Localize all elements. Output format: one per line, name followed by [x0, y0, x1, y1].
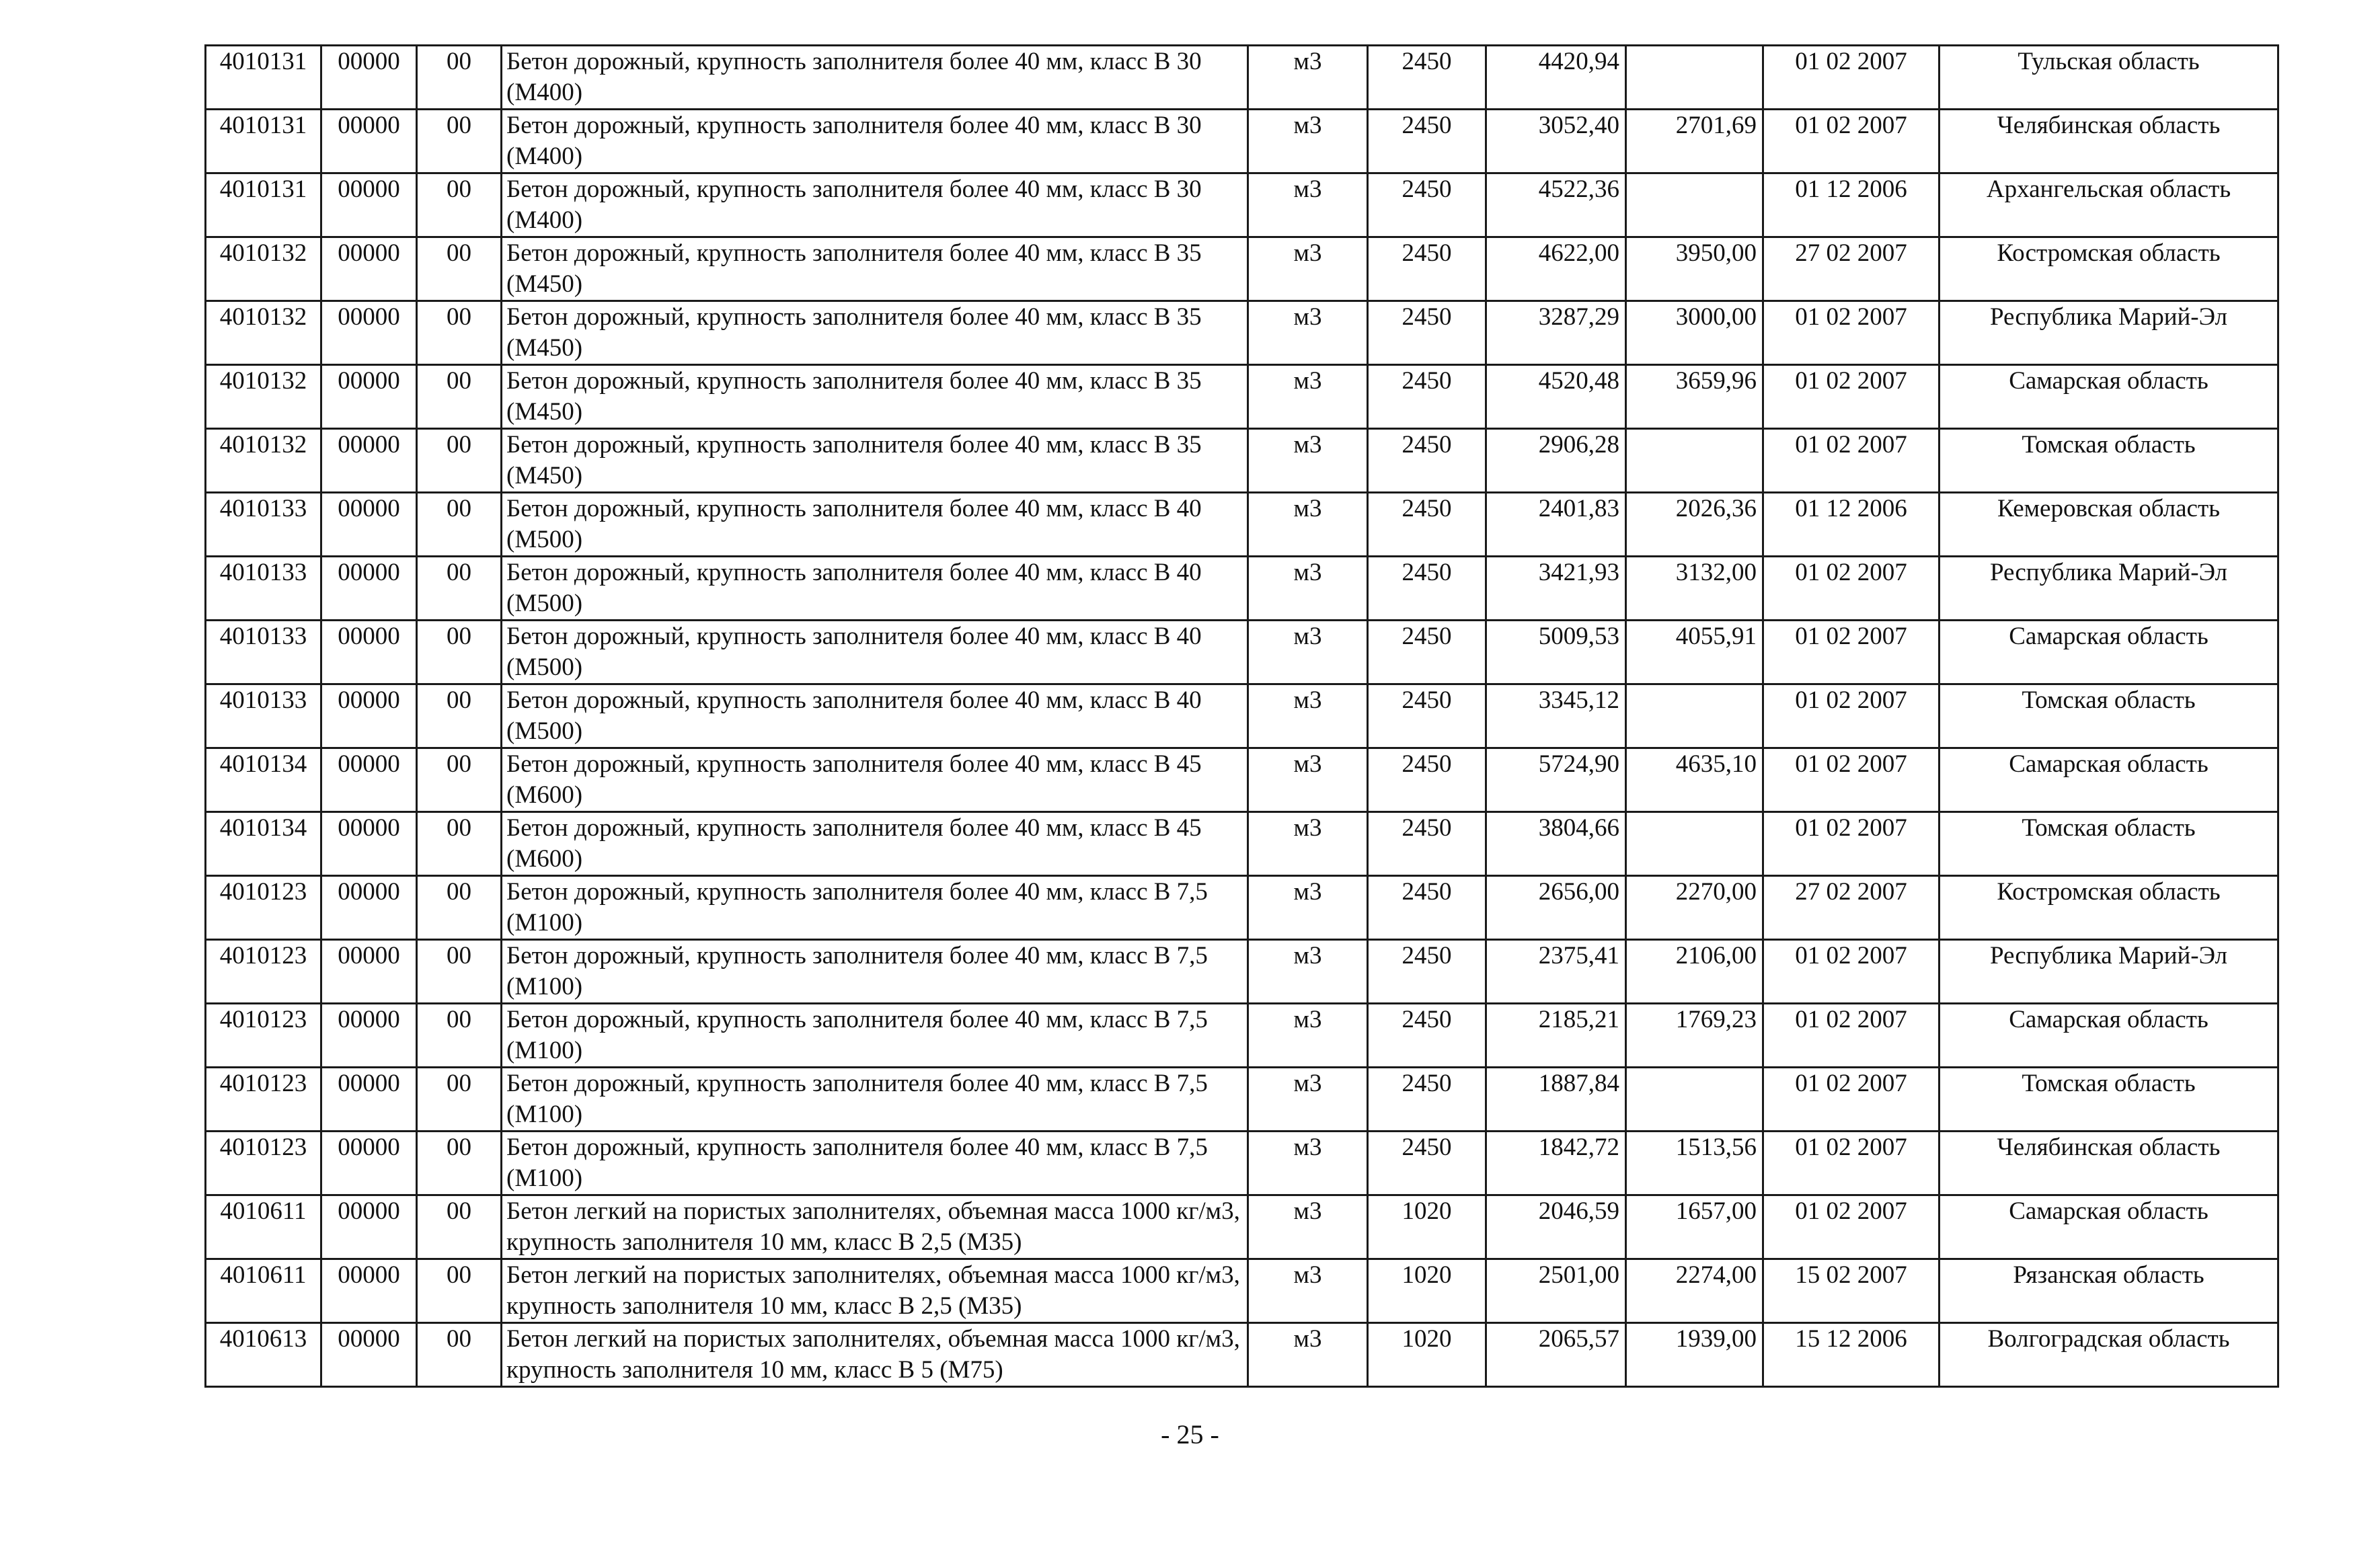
cell-unit: м3 — [1248, 621, 1368, 684]
cell-version: 00 — [417, 110, 502, 173]
cell-price: 5009,53 — [1486, 621, 1626, 684]
cell-code: 4010131 — [206, 46, 321, 110]
cell-price: 3052,40 — [1486, 110, 1626, 173]
cell-code: 4010131 — [206, 110, 321, 173]
cell-region: Костромская область — [1940, 876, 2278, 940]
table-row — [206, 1323, 2278, 1387]
cell-mass: 2450 — [1368, 110, 1486, 173]
cell-region: Томская область — [1940, 812, 2278, 876]
cell-mass: 2450 — [1368, 1132, 1486, 1195]
table-row — [206, 748, 2278, 812]
cell-mass: 2450 — [1368, 46, 1486, 110]
cell-price-alt: 3659,96 — [1626, 365, 1763, 429]
cell-material-name: Бетон дорожный, крупность заполнителя более 40 мм, класс В 30 (М400) — [502, 110, 1248, 173]
cell-code: 4010133 — [206, 621, 321, 684]
cell-unit: м3 — [1248, 365, 1368, 429]
cell-version: 00 — [417, 493, 502, 557]
cell-subcode: 00000 — [321, 1323, 417, 1387]
cell-version: 00 — [417, 1132, 502, 1195]
cell-unit: м3 — [1248, 1132, 1368, 1195]
cell-mass: 1020 — [1368, 1195, 1486, 1259]
cell-mass: 2450 — [1368, 748, 1486, 812]
table-row — [206, 557, 2278, 621]
cell-price: 2185,21 — [1486, 1004, 1626, 1068]
cell-code: 4010123 — [206, 876, 321, 940]
cell-date: 15 02 2007 — [1763, 1259, 1940, 1323]
cell-price: 3421,93 — [1486, 557, 1626, 621]
cell-price: 4622,00 — [1486, 237, 1626, 301]
cell-mass: 2450 — [1368, 429, 1486, 493]
cell-price: 3345,12 — [1486, 684, 1626, 748]
table-row — [206, 621, 2278, 684]
cell-mass: 2450 — [1368, 173, 1486, 237]
cell-unit: м3 — [1248, 173, 1368, 237]
cell-subcode: 00000 — [321, 940, 417, 1004]
cell-price: 2046,59 — [1486, 1195, 1626, 1259]
cell-mass: 2450 — [1368, 876, 1486, 940]
cell-price: 2375,41 — [1486, 940, 1626, 1004]
cell-version: 00 — [417, 1259, 502, 1323]
cell-code: 4010123 — [206, 1004, 321, 1068]
cell-material-name: Бетон дорожный, крупность заполнителя более 40 мм, класс В 35 (М450) — [502, 365, 1248, 429]
cell-price-alt — [1626, 46, 1763, 110]
cell-date: 01 02 2007 — [1763, 365, 1940, 429]
cell-subcode: 00000 — [321, 301, 417, 365]
cell-material-name: Бетон дорожный, крупность заполнителя более 40 мм, класс В 45 (М600) — [502, 748, 1248, 812]
cell-code: 4010133 — [206, 684, 321, 748]
cell-region: Томская область — [1940, 429, 2278, 493]
cell-unit: м3 — [1248, 110, 1368, 173]
cell-price-alt — [1626, 173, 1763, 237]
cell-price-alt: 2106,00 — [1626, 940, 1763, 1004]
cell-price-alt: 4055,91 — [1626, 621, 1763, 684]
cell-mass: 2450 — [1368, 301, 1486, 365]
cell-unit: м3 — [1248, 1323, 1368, 1387]
cell-material-name: Бетон дорожный, крупность заполнителя более 40 мм, класс В 30 (М400) — [502, 173, 1248, 237]
cell-code: 4010134 — [206, 812, 321, 876]
table-row — [206, 812, 2278, 876]
cell-mass: 2450 — [1368, 557, 1486, 621]
cell-subcode: 00000 — [321, 110, 417, 173]
cell-material-name: Бетон дорожный, крупность заполнителя более 40 мм, класс В 40 (М500) — [502, 493, 1248, 557]
cell-subcode: 00000 — [321, 812, 417, 876]
cell-subcode: 00000 — [321, 876, 417, 940]
cell-code: 4010132 — [206, 301, 321, 365]
cell-region: Челябинская область — [1940, 1132, 2278, 1195]
cell-version: 00 — [417, 621, 502, 684]
cell-material-name: Бетон дорожный, крупность заполнителя более 40 мм, класс В 7,5 (М100) — [502, 1068, 1248, 1132]
cell-material-name: Бетон дорожный, крупность заполнителя более 40 мм, класс В 40 (М500) — [502, 621, 1248, 684]
cell-material-name: Бетон дорожный, крупность заполнителя более 40 мм, класс В 35 (М450) — [502, 237, 1248, 301]
cell-region: Самарская область — [1940, 1195, 2278, 1259]
cell-code: 4010123 — [206, 1068, 321, 1132]
table-row — [206, 429, 2278, 493]
cell-price: 2401,83 — [1486, 493, 1626, 557]
cell-price-alt: 2270,00 — [1626, 876, 1763, 940]
cell-subcode: 00000 — [321, 1195, 417, 1259]
table-row — [206, 173, 2278, 237]
table-row — [206, 1132, 2278, 1195]
cell-region: Челябинская область — [1940, 110, 2278, 173]
cell-material-name: Бетон дорожный, крупность заполнителя более 40 мм, класс В 7,5 (М100) — [502, 940, 1248, 1004]
cell-date: 01 02 2007 — [1763, 748, 1940, 812]
cell-price: 1842,72 — [1486, 1132, 1626, 1195]
cell-price: 3804,66 — [1486, 812, 1626, 876]
cell-date: 01 02 2007 — [1763, 1195, 1940, 1259]
page-number: - 25 - — [1161, 1419, 1219, 1450]
cell-material-name: Бетон дорожный, крупность заполнителя более 40 мм, класс В 7,5 (М100) — [502, 1004, 1248, 1068]
cell-code: 4010123 — [206, 1132, 321, 1195]
cell-unit: м3 — [1248, 557, 1368, 621]
cell-unit: м3 — [1248, 493, 1368, 557]
cell-subcode: 00000 — [321, 1259, 417, 1323]
cell-mass: 1020 — [1368, 1323, 1486, 1387]
cell-mass: 2450 — [1368, 812, 1486, 876]
cell-date: 01 02 2007 — [1763, 46, 1940, 110]
cell-region: Самарская область — [1940, 621, 2278, 684]
cell-price: 2065,57 — [1486, 1323, 1626, 1387]
cell-material-name: Бетон легкий на пористых заполнителях, объемная масса 1000 кг/м3, крупность заполнителя 10 мм, класс В 2,5 (М35) — [502, 1195, 1248, 1259]
cell-price-alt: 2274,00 — [1626, 1259, 1763, 1323]
table-row — [206, 301, 2278, 365]
cell-version: 00 — [417, 557, 502, 621]
cell-unit: м3 — [1248, 876, 1368, 940]
cell-date: 01 02 2007 — [1763, 557, 1940, 621]
table-row — [206, 110, 2278, 173]
cell-region: Самарская область — [1940, 1004, 2278, 1068]
cell-version: 00 — [417, 940, 502, 1004]
table-row — [206, 876, 2278, 940]
cell-code: 4010132 — [206, 365, 321, 429]
cell-mass: 2450 — [1368, 237, 1486, 301]
cell-price: 2906,28 — [1486, 429, 1626, 493]
cell-material-name: Бетон дорожный, крупность заполнителя более 40 мм, класс В 30 (М400) — [502, 46, 1248, 110]
cell-region: Кемеровская область — [1940, 493, 2278, 557]
table-row — [206, 46, 2278, 110]
cell-date: 01 02 2007 — [1763, 1004, 1940, 1068]
cell-subcode: 00000 — [321, 684, 417, 748]
table-row — [206, 1004, 2278, 1068]
table-row — [206, 493, 2278, 557]
cell-material-name: Бетон легкий на пористых заполнителях, объемная масса 1000 кг/м3, крупность заполнителя 10 мм, класс В 2,5 (М35) — [502, 1259, 1248, 1323]
cell-version: 00 — [417, 301, 502, 365]
cell-mass: 2450 — [1368, 365, 1486, 429]
cell-material-name: Бетон дорожный, крупность заполнителя более 40 мм, класс В 7,5 (М100) — [502, 876, 1248, 940]
table-row — [206, 365, 2278, 429]
cell-price: 3287,29 — [1486, 301, 1626, 365]
cell-region: Томская область — [1940, 1068, 2278, 1132]
cell-price: 2656,00 — [1486, 876, 1626, 940]
cell-mass: 2450 — [1368, 684, 1486, 748]
cell-mass: 1020 — [1368, 1259, 1486, 1323]
cell-version: 00 — [417, 684, 502, 748]
cell-version: 00 — [417, 876, 502, 940]
table-row — [206, 237, 2278, 301]
cell-date: 01 12 2006 — [1763, 493, 1940, 557]
cell-date: 27 02 2007 — [1763, 237, 1940, 301]
cell-version: 00 — [417, 1068, 502, 1132]
cell-subcode: 00000 — [321, 1004, 417, 1068]
cell-date: 01 02 2007 — [1763, 110, 1940, 173]
cell-date: 01 02 2007 — [1763, 940, 1940, 1004]
cell-price-alt — [1626, 429, 1763, 493]
cell-price-alt — [1626, 684, 1763, 748]
table-row — [206, 684, 2278, 748]
cell-subcode: 00000 — [321, 365, 417, 429]
cell-subcode: 00000 — [321, 173, 417, 237]
table-body — [206, 46, 2278, 1387]
price-table — [204, 44, 2279, 1388]
cell-unit: м3 — [1248, 46, 1368, 110]
cell-price-alt — [1626, 812, 1763, 876]
cell-mass: 2450 — [1368, 1004, 1486, 1068]
cell-subcode: 00000 — [321, 748, 417, 812]
cell-code: 4010131 — [206, 173, 321, 237]
cell-mass: 2450 — [1368, 621, 1486, 684]
cell-version: 00 — [417, 812, 502, 876]
cell-unit: м3 — [1248, 429, 1368, 493]
cell-date: 01 02 2007 — [1763, 429, 1940, 493]
cell-code: 4010133 — [206, 493, 321, 557]
cell-version: 00 — [417, 748, 502, 812]
cell-code: 4010613 — [206, 1323, 321, 1387]
cell-region: Архангельская область — [1940, 173, 2278, 237]
cell-subcode: 00000 — [321, 46, 417, 110]
cell-material-name: Бетон дорожный, крупность заполнителя более 40 мм, класс В 40 (М500) — [502, 557, 1248, 621]
cell-material-name: Бетон дорожный, крупность заполнителя более 40 мм, класс В 45 (М600) — [502, 812, 1248, 876]
cell-date: 01 02 2007 — [1763, 1068, 1940, 1132]
cell-price-alt: 1657,00 — [1626, 1195, 1763, 1259]
cell-price: 5724,90 — [1486, 748, 1626, 812]
cell-region: Республика Марий-Эл — [1940, 557, 2278, 621]
cell-date: 01 02 2007 — [1763, 684, 1940, 748]
cell-subcode: 00000 — [321, 429, 417, 493]
cell-unit: м3 — [1248, 940, 1368, 1004]
cell-version: 00 — [417, 1004, 502, 1068]
cell-region: Республика Марий-Эл — [1940, 940, 2278, 1004]
cell-region: Волгоградская область — [1940, 1323, 2278, 1387]
table-row — [206, 1195, 2278, 1259]
cell-region: Республика Марий-Эл — [1940, 301, 2278, 365]
cell-region: Костромская область — [1940, 237, 2278, 301]
cell-subcode: 00000 — [321, 237, 417, 301]
cell-code: 4010611 — [206, 1195, 321, 1259]
cell-unit: м3 — [1248, 748, 1368, 812]
cell-price-alt: 2701,69 — [1626, 110, 1763, 173]
table-row — [206, 940, 2278, 1004]
cell-subcode: 00000 — [321, 1068, 417, 1132]
cell-price: 1887,84 — [1486, 1068, 1626, 1132]
cell-date: 01 12 2006 — [1763, 173, 1940, 237]
cell-price-alt: 3000,00 — [1626, 301, 1763, 365]
table-row — [206, 1068, 2278, 1132]
cell-price-alt: 1513,56 — [1626, 1132, 1763, 1195]
cell-price: 2501,00 — [1486, 1259, 1626, 1323]
cell-code: 4010123 — [206, 940, 321, 1004]
cell-mass: 2450 — [1368, 1068, 1486, 1132]
cell-code: 4010133 — [206, 557, 321, 621]
cell-version: 00 — [417, 46, 502, 110]
cell-price-alt: 1939,00 — [1626, 1323, 1763, 1387]
cell-unit: м3 — [1248, 1259, 1368, 1323]
cell-version: 00 — [417, 173, 502, 237]
cell-region: Томская область — [1940, 684, 2278, 748]
cell-subcode: 00000 — [321, 621, 417, 684]
cell-date: 27 02 2007 — [1763, 876, 1940, 940]
cell-version: 00 — [417, 429, 502, 493]
cell-unit: м3 — [1248, 1195, 1368, 1259]
cell-version: 00 — [417, 1195, 502, 1259]
cell-date: 15 12 2006 — [1763, 1323, 1940, 1387]
cell-subcode: 00000 — [321, 1132, 417, 1195]
cell-version: 00 — [417, 1323, 502, 1387]
cell-mass: 2450 — [1368, 940, 1486, 1004]
table-row — [206, 1259, 2278, 1323]
cell-code: 4010132 — [206, 237, 321, 301]
cell-date: 01 02 2007 — [1763, 812, 1940, 876]
cell-price-alt: 4635,10 — [1626, 748, 1763, 812]
cell-unit: м3 — [1248, 812, 1368, 876]
cell-version: 00 — [417, 237, 502, 301]
cell-material-name: Бетон легкий на пористых заполнителях, объемная масса 1000 кг/м3, крупность заполнителя 10 мм, класс В 5 (М75) — [502, 1323, 1248, 1387]
cell-unit: м3 — [1248, 237, 1368, 301]
cell-region: Тульская область — [1940, 46, 2278, 110]
cell-subcode: 00000 — [321, 493, 417, 557]
cell-material-name: Бетон дорожный, крупность заполнителя более 40 мм, класс В 40 (М500) — [502, 684, 1248, 748]
cell-code: 4010134 — [206, 748, 321, 812]
cell-region: Самарская область — [1940, 748, 2278, 812]
cell-region: Рязанская область — [1940, 1259, 2278, 1323]
cell-material-name: Бетон дорожный, крупность заполнителя более 40 мм, класс В 35 (М450) — [502, 301, 1248, 365]
cell-price-alt: 1769,23 — [1626, 1004, 1763, 1068]
cell-mass: 2450 — [1368, 493, 1486, 557]
cell-unit: м3 — [1248, 1004, 1368, 1068]
cell-price-alt: 3132,00 — [1626, 557, 1763, 621]
cell-version: 00 — [417, 365, 502, 429]
cell-code: 4010611 — [206, 1259, 321, 1323]
cell-price-alt: 2026,36 — [1626, 493, 1763, 557]
cell-unit: м3 — [1248, 301, 1368, 365]
cell-date: 01 02 2007 — [1763, 1132, 1940, 1195]
cell-price: 4522,36 — [1486, 173, 1626, 237]
cell-price: 4520,48 — [1486, 365, 1626, 429]
cell-price: 4420,94 — [1486, 46, 1626, 110]
cell-date: 01 02 2007 — [1763, 621, 1940, 684]
cell-unit: м3 — [1248, 1068, 1368, 1132]
cell-unit: м3 — [1248, 684, 1368, 748]
cell-date: 01 02 2007 — [1763, 301, 1940, 365]
cell-material-name: Бетон дорожный, крупность заполнителя более 40 мм, класс В 35 (М450) — [502, 429, 1248, 493]
cell-material-name: Бетон дорожный, крупность заполнителя более 40 мм, класс В 7,5 (М100) — [502, 1132, 1248, 1195]
cell-code: 4010132 — [206, 429, 321, 493]
cell-price-alt: 3950,00 — [1626, 237, 1763, 301]
cell-region: Самарская область — [1940, 365, 2278, 429]
cell-price-alt — [1626, 1068, 1763, 1132]
cell-subcode: 00000 — [321, 557, 417, 621]
